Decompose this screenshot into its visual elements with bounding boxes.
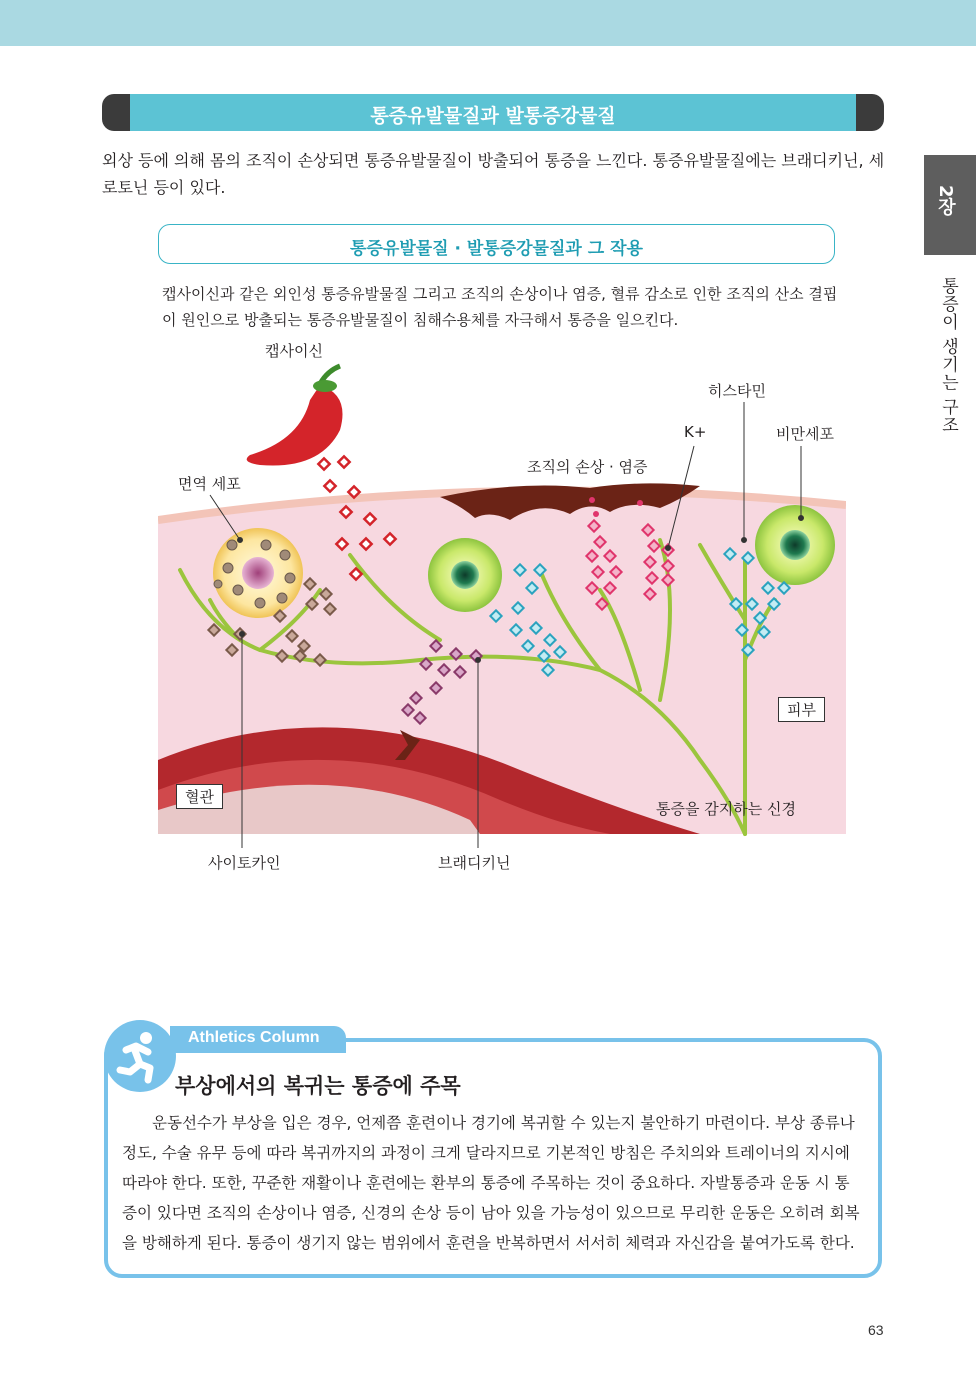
cytokine-label: 사이토카인 <box>208 854 281 872</box>
immune-cell <box>213 528 303 618</box>
potassium-label: K+ <box>684 423 707 441</box>
athletics-column-tag-text: Athletics Column <box>188 1029 320 1046</box>
figure-title: 통증유발물질 · 발통증강물질과 그 작용 <box>350 239 643 259</box>
chapter-title: 통증이 생기는 구조 <box>938 277 958 434</box>
immune-cell-label: 면역 세포 <box>178 475 241 493</box>
mast-cell <box>755 505 835 585</box>
tissue-cell <box>428 538 502 612</box>
chili-pepper-icon <box>247 366 343 466</box>
capsaicin-label: 캡사이신 <box>265 342 323 360</box>
skin-label: 피부 <box>778 697 825 722</box>
chapter-number: 2장 <box>935 185 956 216</box>
athletics-column-tag <box>170 1026 346 1053</box>
runner-icon <box>104 1020 176 1092</box>
column-body: 운동선수가 부상을 입은 경우, 언제쯤 훈련이나 경기에 복귀할 수 있는지 불안하기 마련이다. 부상 종류나 정도, 수술 유무 등에 따라 복귀까지의 과정이 크게 달라지므로 기본적인 방침은 주치의와 트레이너의 지시에 따라야 한다. 또한, 꾸준한 재활이나 훈련에는 환부의 통증에 주목하는 것이 중요하다. 자발통증과 운동 시 통증이 있다면 조직의 손상이나 염증, 신경의 손상 등이 남아 있을 가능성이 있으므로 무리한 운동은 오히려 회복을 방해하게 된다. 통증이 생기지 않는 범위에서 훈련을 반복하면서 서서히 체력과 자신감을 붙여가도록 한다. <box>122 1114 860 1252</box>
column-title: 부상에서의 복귀는 통증에 주목 <box>175 1074 461 1098</box>
mast-cell-label: 비만세포 <box>776 425 834 443</box>
page-number: 63 <box>868 1322 884 1338</box>
pain-nerve-label: 통증을 감지하는 신경 <box>656 800 796 818</box>
bradykinin-label: 브래디키닌 <box>438 854 511 872</box>
blood-vessel-label: 혈관 <box>176 784 223 809</box>
tissue-damage-label: 조직의 손상 · 염증 <box>527 458 648 476</box>
figure-description: 캡사이신과 같은 외인성 통증유발물질 그리고 조직의 손상이나 염증, 혈류 감소로 인한 조직의 산소 결핍이 원인으로 방출되는 통증유발물질이 침해수용체를 자극해서 통증을 일으킨다. <box>162 285 838 329</box>
histamine-label: 히스타민 <box>708 382 766 400</box>
intro-paragraph: 외상 등에 의해 몸의 조직이 손상되면 통증유발물질이 방출되어 통증을 느낀다. 통증유발물질에는 브래디키닌, 세로토닌 등이 있다. <box>102 151 885 197</box>
section-title: 통증유발물질과 발통증강물질 <box>370 105 616 127</box>
